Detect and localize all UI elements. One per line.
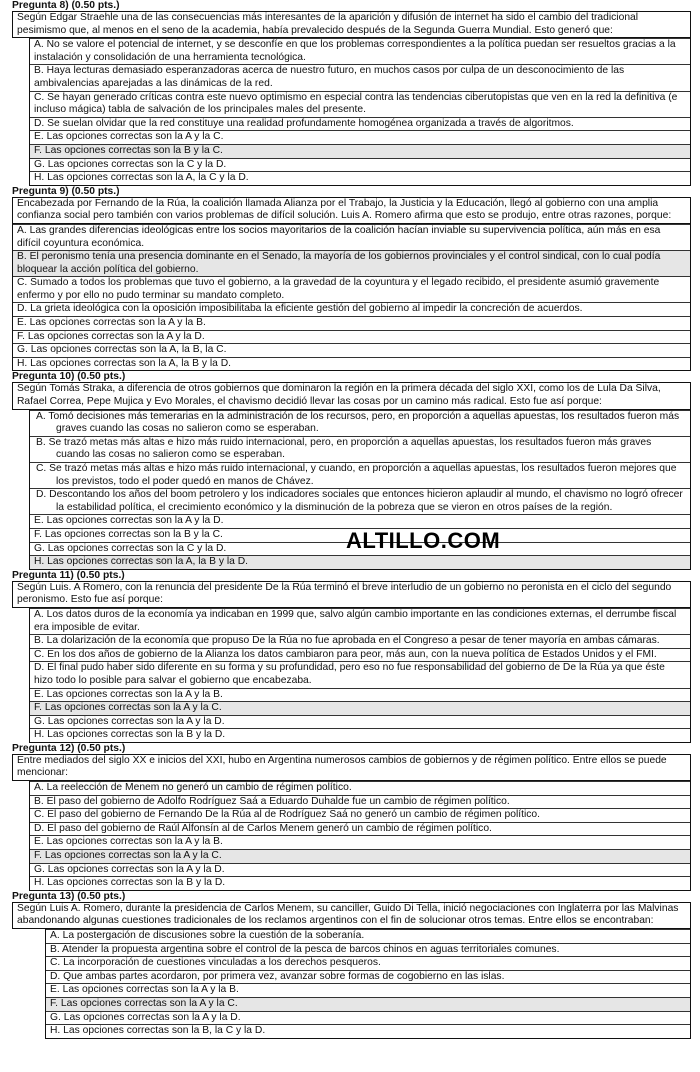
answer-option-b[interactable]: B. La dolarización de la economía que propuso De la Rúa no fue aprobada en el Congreso a pesar de tener mayoría en ambas cámaras. — [30, 634, 690, 648]
answer-option-a[interactable]: A. La postergación de discusiones sobre la cuestión de la soberanía. — [46, 929, 690, 943]
question-block — [12, 0, 691, 186]
answer-option-a[interactable]: A. La reelección de Menem no generó un cambio de régimen político. — [30, 781, 690, 795]
option-list — [29, 38, 691, 186]
question-header: Pregunta 12) (0.50 pts.) — [12, 742, 126, 754]
question-header: Pregunta 8) (0.50 pts.) — [12, 0, 120, 11]
question-statement: Entre mediados del siglo XX e inicios del XXI, hubo en Argentina numerosos cambios de gobiernos y de régimen político. Entre ellos se puede mencionar: — [12, 754, 691, 781]
answer-option-d[interactable]: D. Se suelan olvidar que la red constituye una realidad profundamente homogénea organizada a través de algoritmos. — [30, 117, 690, 131]
answer-option-c[interactable]: C. El paso del gobierno de Fernando De la Rúa al de Rodríguez Saá no generó un cambio de régimen político. — [30, 808, 690, 822]
answer-option-f[interactable]: F. Las opciones correctas son la B y la C. — [30, 528, 690, 542]
answer-option-b[interactable]: B. Se trazó metas más altas e hizo más ruido internacional, pero, en proporción a aquellas apuestas, los resultados fueron más graves cuando las cosas no salieron como se esperaban. — [30, 436, 690, 462]
question-statement: Según Edgar Straehle una de las consecuencias más interesantes de la aparición y difusión de internet ha sido el cambio del tradicional pesimismo que, al menos en el seno de la academia, había prevalecido después de la Segunda Guerra Mundial. Esto generó que: — [12, 11, 691, 38]
answer-option-d[interactable]: D. El final pudo haber sido diferente en su forma y su profundidad, pero eso no fue responsabilidad del gobierno de De la Rúa ya que éste hizo todo lo posible para salvar el gobierno que encabezaba. — [30, 661, 690, 687]
option-list — [29, 608, 691, 743]
question-statement: Según Luis. A Romero, con la renuncia del presidente De la Rúa terminó el breve interludio de un gobierno no peronista en el ciclo del segundo peronismo. Esto fue así porque: — [12, 581, 691, 608]
question-statement: Según Tomás Straka, a diferencia de otros gobiernos que dominaron la región en la primera década del siglo XXI, como los de Lula Da Silva, Rafael Correa, Pepe Mujica y Evo Morales, el chavismo decidió llevar las cosas por un camino más radical. Esto fue así porque: — [12, 382, 691, 409]
answer-option-g[interactable]: G. Las opciones correctas son la A y la D. — [30, 863, 690, 877]
answer-option-c[interactable]: C. Sumado a todos los problemas que tuvo el gobierno, a la gravedad de la coyuntura y el legado recibido, el presidente asumió gravemente enfermo y por ello no pudo terminar su mandato completo. — [13, 276, 690, 302]
answer-option-b[interactable]: B. El paso del gobierno de Adolfo Rodríguez Saá a Eduardo Duhalde fue un cambio de régimen político. — [30, 795, 690, 809]
answer-option-f[interactable]: F. Las opciones correctas son la A y la D. — [13, 330, 690, 344]
altillo-watermark: ALTILLO.COM — [346, 528, 501, 553]
question-statement: Encabezada por Fernando de la Rúa, la coalición llamada Alianza por el Trabajo, la Justicia y la Educación, llegó al gobierno con una amplia confianza social pero también con varios problemas de difícil solución. Luis A. Romero afirma que esto se produjo, entre otras razones, porque: — [12, 197, 691, 224]
question-header: Pregunta 11) (0.50 pts.) — [12, 569, 125, 581]
answer-option-a[interactable]: A. Los datos duros de la economía ya indicaban en 1999 que, salvo algún cambio importante en las condiciones externas, el derrumbe fiscal era imposible de evitar. — [30, 608, 690, 634]
answer-option-g[interactable]: G. Las opciones correctas son la A, la B, la C. — [13, 343, 690, 357]
answer-option-g[interactable]: G. Las opciones correctas son la A y la D. — [46, 1011, 690, 1025]
answer-option-e[interactable]: E. Las opciones correctas son la A y la D. — [30, 514, 690, 528]
answer-option-g[interactable]: G. Las opciones correctas son la C y la D. — [30, 158, 690, 172]
answer-option-e[interactable]: E. Las opciones correctas son la A y la C. — [30, 130, 690, 144]
answer-option-h[interactable]: H. Las opciones correctas son la A, la C y la D. — [30, 171, 690, 185]
question-block — [12, 743, 691, 891]
option-list — [45, 929, 691, 1039]
question-block — [12, 891, 691, 1039]
answer-option-f[interactable]: F. Las opciones correctas son la A y la C. — [30, 701, 690, 715]
answer-option-a[interactable]: A. Las grandes diferencias ideológicas entre los socios mayoritarios de la coalición hacían inviable su supervivencia política, aún más en esa difícil coyuntura económica. — [13, 224, 690, 250]
answer-option-d[interactable]: D. La grieta ideológica con la oposición imposibilitaba la eficiente gestión del gobierno al impedir la concreción de acuerdos. — [13, 302, 690, 316]
answer-option-e[interactable]: E. Las opciones correctas son la A y la B. — [46, 983, 690, 997]
answer-option-g[interactable]: G. Las opciones correctas son la C y la D. — [30, 542, 690, 556]
answer-option-b[interactable]: B. Haya lecturas demasiado esperanzadoras acerca de nuestro futuro, en muchos casos por culpa de un desconocimiento de las ambivalencias aparejadas a las dinámicas de la red. — [30, 64, 690, 90]
answer-option-a[interactable]: A. Tomó decisiones más temerarias en la administración de los recursos, pero, en proporción a aquellas apuestas, los resultados fueron más graves cuando las cosas no salieron como se esperaban. — [30, 410, 690, 436]
answer-option-d[interactable]: D. El paso del gobierno de Raúl Alfonsín al de Carlos Menem generó un cambio de régimen político. — [30, 822, 690, 836]
answer-option-c[interactable]: C. En los dos años de gobierno de la Alianza los datos cambiaron para peor, más aun, con la nueva política de Estados Unidos y el FMI. — [30, 648, 690, 662]
question-block — [12, 186, 691, 372]
answer-option-b[interactable]: B. Atender la propuesta argentina sobre el control de la pesca de barcos chinos en aguas territoriales comunes. — [46, 943, 690, 957]
option-list — [29, 781, 691, 891]
question-statement: Según Luis A. Romero, durante la presidencia de Carlos Menem, su canciller, Guido Di Tella, inició negociaciones con Inglaterra por las Malvinas abandonando algunas cuestiones tradicionales de los reclamos argentinos con el fin de solucionar otros temas. Entre ellos se encontraban: — [12, 902, 691, 929]
answer-option-d[interactable]: D. Que ambas partes acordaron, por primera vez, avanzar sobre formas de cogobierno en las islas. — [46, 970, 690, 984]
question-block — [12, 570, 691, 743]
answer-option-f[interactable]: F. Las opciones correctas son la A y la C. — [46, 997, 690, 1011]
answer-option-e[interactable]: E. Las opciones correctas son la A y la B. — [30, 835, 690, 849]
answer-option-e[interactable]: E. Las opciones correctas son la A y la B. — [30, 688, 690, 702]
question-header: Pregunta 13) (0.50 pts.) — [12, 890, 126, 902]
answer-option-b[interactable]: B. El peronismo tenía una presencia dominante en el Senado, la mayoría de los gobiernos provinciales y el control sindical, con lo cual podía bloquear la acción política del gobierno. — [13, 250, 690, 276]
option-list — [12, 224, 691, 372]
question-header: Pregunta 10) (0.50 pts.) — [12, 371, 126, 383]
exam-document — [12, 0, 691, 1039]
answer-option-h[interactable]: H. Las opciones correctas son la A, la B y la D. — [13, 357, 690, 371]
answer-option-c[interactable]: C. Se hayan generado críticas contra este nuevo optimismo en especial contra las tendencias ciberutopistas que ven en la red la definitiva (e incluso mágica) tabla de salvación de los principales males del presente. — [30, 91, 690, 117]
answer-option-h[interactable]: H. Las opciones correctas son la B y la D. — [30, 728, 690, 742]
question-header: Pregunta 9) (0.50 pts.) — [12, 185, 120, 197]
answer-option-h[interactable]: H. Las opciones correctas son la B y la D. — [30, 876, 690, 890]
answer-option-c[interactable]: C. Se trazó metas más altas e hizo más ruido internacional, y cuando, en proporción a aquellas apuestas, los resultados fueron mejores que los previstos, todo el poder quedó en manos de Chávez. — [30, 462, 690, 488]
answer-option-a[interactable]: A. No se valore el potencial de internet, y se desconfíe en que los problemas correspondientes a la política puedan ser resueltos gracias a la instalación y consolidación de una herramienta tecnológica. — [30, 38, 690, 64]
answer-option-h[interactable]: H. Las opciones correctas son la B, la C y la D. — [46, 1024, 690, 1038]
answer-option-h[interactable]: H. Las opciones correctas son la A, la B y la D. — [30, 555, 690, 569]
answer-option-d[interactable]: D. Descontando los años del boom petrolero y los indicadores sociales que entonces hicieron aplaudir al mundo, el chavismo no logró ofrecer la estabilidad política, el crecimiento económico y la disminución de la pobreza que se vieron en otros países de la región. — [30, 488, 690, 514]
answer-option-f[interactable]: F. Las opciones correctas son la A y la C. — [30, 849, 690, 863]
answer-option-g[interactable]: G. Las opciones correctas son la A y la D. — [30, 715, 690, 729]
answer-option-e[interactable]: E. Las opciones correctas son la A y la B. — [13, 316, 690, 330]
answer-option-c[interactable]: C. La incorporación de cuestiones vinculadas a los derechos pesqueros. — [46, 956, 690, 970]
answer-option-f[interactable]: F. Las opciones correctas son la B y la C. — [30, 144, 690, 158]
